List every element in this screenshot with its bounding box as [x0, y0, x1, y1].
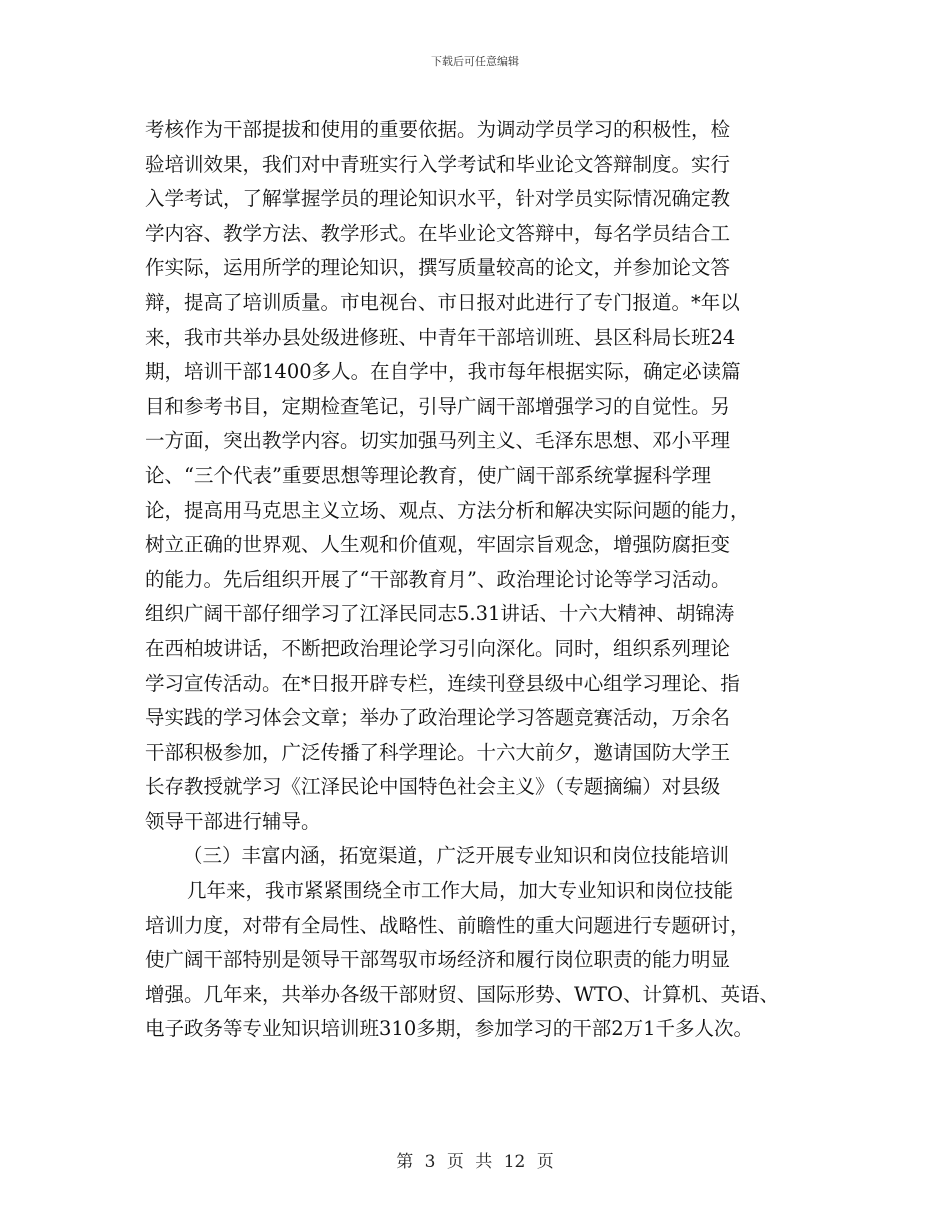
text-line: 的能力。先后组织开展了“干部教育月”、政治理论讨论等学习活动。	[145, 567, 731, 591]
text-line: 在西柏坡讲话，不断把政治理论学习引向深化。同时，组织系列理论	[145, 636, 731, 660]
text-line: 导实践的学习体会文章；举办了政治理论学习答题竞赛活动，万余名	[145, 706, 731, 730]
paragraph-first-line: 几年来，我市紧紧围绕全市工作大局，加大专业知识和岗位技能	[187, 879, 734, 903]
document-body	[145, 113, 845, 1047]
text-line: 学习宣传活动。在*日报开辟专栏，连续刊登县级中心组学习理论、指	[145, 671, 740, 695]
text-line: 增强。几年来，共举办各级干部财贸、国际形势、WTO、计算机、英语、	[145, 982, 780, 1006]
text-line: 组织广阔干部仔细学习了江泽民同志5.31讲话、十六大精神、胡锦涛	[145, 602, 735, 626]
text-line: 使广阔干部特别是领导干部驾驭市场经济和履行岗位职责的能力明显	[145, 948, 731, 972]
text-line: 入学考试，了解掌握学员的理论知识水平，针对学员实际情况确定教	[145, 187, 731, 211]
text-line: 验培训效果，我们对中青班实行入学考试和毕业论文答辩制度。实行	[145, 152, 731, 176]
text-line: 长存教授就学习《江泽民论中国特色社会主义》（专题摘编）对县级	[145, 775, 721, 799]
text-line: 电子政务等专业知识培训班310多期，参加学习的干部2万1千多人次。	[145, 1017, 754, 1041]
text-line: 来，我市共举办县处级进修班、中青年干部培训班、县区科局长班24	[145, 325, 736, 349]
text-line: 干部积极参加，广泛传播了科学理论。十六大前夕，邀请国防大学王	[145, 740, 731, 764]
page-header: 下载后可任意编辑	[431, 55, 519, 68]
text-line: 辩，提高了培训质量。市电视台、市日报对此进行了专门报道。*年以	[145, 290, 740, 314]
section-heading: （三）丰富内涵，拓宽渠道，广泛开展专业知识和岗位技能培训	[183, 844, 730, 868]
text-line: 领导干部进行辅导。	[145, 809, 321, 833]
text-line: 考核作为干部提拔和使用的重要依据。为调动学员学习的积极性，检	[145, 118, 731, 141]
text-line: 树立正确的世界观、人生观和价值观，牢固宗旨观念，增强防腐拒变	[145, 533, 731, 557]
text-line: 一方面，突出教学内容。切实加强马列主义、毛泽东思想、邓小平理	[145, 429, 731, 453]
page-footer: 第 3 页 共 12 页	[396, 1152, 554, 1172]
text-line: 目和参考书目，定期检查笔记，引导广阔干部增强学习的自觉性。另	[145, 394, 731, 418]
text-line: 作实际，运用所学的理论知识，撰写质量较高的论文，并参加论文答	[145, 256, 731, 280]
text-line: 论、“三个代表”重要思想等理论教育，使广阔干部系统掌握科学理	[145, 463, 711, 487]
text-line: 培训力度，对带有全局性、战略性、前瞻性的重大问题进行专题研讨，	[145, 913, 750, 937]
text-line: 期，培训干部1400多人。在自学中，我市每年根据实际，确定必读篇	[145, 360, 741, 384]
text-line: 论，提高用马克思主义立场、观点、方法分析和解决实际问题的能力，	[145, 498, 750, 522]
text-line: 学内容、教学方法、教学形式。在毕业论文答辩中，每名学员结合工	[145, 221, 731, 245]
